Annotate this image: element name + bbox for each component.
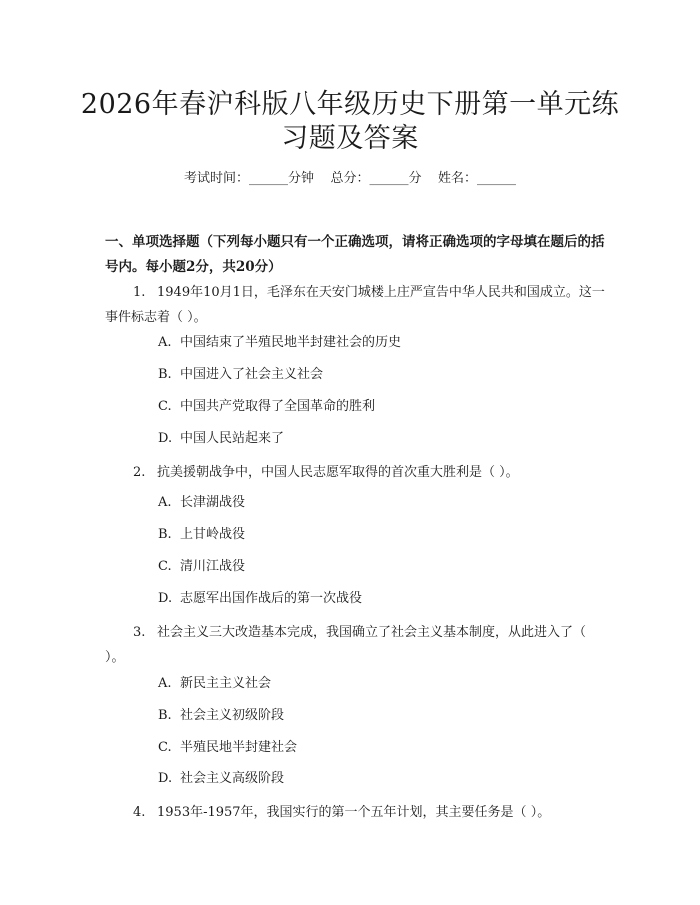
option-1c <box>158 398 598 416</box>
option-3b <box>158 707 598 725</box>
option-letter: C. <box>158 740 172 755</box>
option-text: 中国进入了社会主义社会 <box>180 367 324 382</box>
option-2b <box>158 526 598 544</box>
option-text: 半殖民地半封建社会 <box>180 740 298 755</box>
question-3 <box>105 620 605 670</box>
option-letter: B. <box>158 708 172 723</box>
exam-info: 考试时间：______分钟 总分：______分 姓名：______ <box>183 171 517 186</box>
option-letter: D. <box>158 431 173 446</box>
section-heading: 一、单项选择题（下列每小题只有一个正确选项，请将正确选项的字母填在题后的括号内。每小题2分，共20分） <box>105 234 605 275</box>
option-1b <box>158 366 598 384</box>
option-letter: C. <box>158 559 172 574</box>
question-text: 1953年-1957年，我国实行的第一个五年计划，其主要任务是（ ）。 <box>157 805 551 820</box>
question-number: 2. <box>133 465 146 480</box>
question-number: 1. <box>133 285 146 300</box>
option-2d <box>158 590 598 608</box>
option-letter: A. <box>158 676 172 691</box>
question-number: 3. <box>133 625 146 640</box>
question-text: 社会主义三大改造基本完成，我国确立了社会主义基本制度，从此进入了（ ）。 <box>105 625 587 665</box>
option-letter: B. <box>158 367 172 382</box>
question-1 <box>105 280 605 330</box>
document-title-line-1: 2026年春沪科版八年级历史下册第一单元练 <box>80 89 620 120</box>
document-title-line-2: 习题及答案 <box>281 123 419 154</box>
option-3a <box>158 675 598 693</box>
option-3d <box>158 770 598 788</box>
option-text: 中国共产党取得了全国革命的胜利 <box>180 399 376 414</box>
option-letter: D. <box>158 771 173 786</box>
question-text: 1949年10月1日，毛泽东在天安门城楼上庄严宣告中华人民共和国成立。这一事件标志着（ ）。 <box>105 285 605 325</box>
option-text: 志愿军出国作战后的第一次战役 <box>180 591 363 606</box>
option-text: 上甘岭战役 <box>180 527 246 542</box>
option-1a <box>158 334 598 352</box>
option-1d <box>158 430 598 448</box>
question-4 <box>105 800 605 825</box>
question-number: 4. <box>133 805 146 820</box>
option-text: 社会主义初级阶段 <box>180 708 285 723</box>
question-2 <box>105 460 605 485</box>
option-text: 新民主主义社会 <box>180 676 272 691</box>
option-text: 社会主义高级阶段 <box>180 771 285 786</box>
option-text: 清川江战役 <box>180 559 246 574</box>
option-text: 中国结束了半殖民地半封建社会的历史 <box>180 335 402 350</box>
option-letter: B. <box>158 527 172 542</box>
option-2c <box>158 558 598 576</box>
option-3c <box>158 739 598 757</box>
option-letter: A. <box>158 495 172 510</box>
option-2a <box>158 494 598 512</box>
option-letter: A. <box>158 335 172 350</box>
question-text: 抗美援朝战争中，中国人民志愿军取得的首次重大胜利是（ ）。 <box>157 465 519 480</box>
option-text: 中国人民站起来了 <box>180 431 285 446</box>
option-letter: C. <box>158 399 172 414</box>
option-letter: D. <box>158 591 173 606</box>
option-text: 长津湖战役 <box>180 495 246 510</box>
